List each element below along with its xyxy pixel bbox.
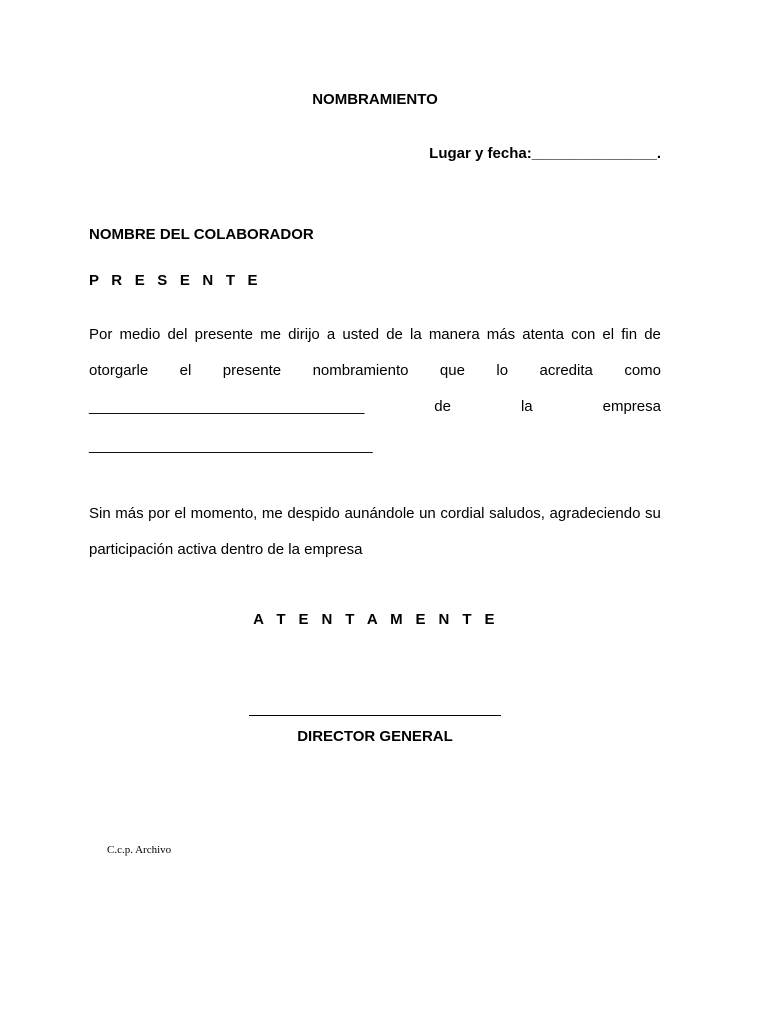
word: medio [119,326,161,343]
word: como [624,362,661,379]
word: de [386,326,403,343]
word: aunándole [344,505,415,522]
word: presente [194,326,253,343]
word: acredita [539,362,593,379]
word: cordial [440,505,485,522]
word: nombramiento [312,362,409,379]
word: su [645,505,661,522]
word: me [261,505,283,522]
place-date-line: Lugar y fecha:_______________. [429,145,661,162]
word: más [486,326,516,343]
word: a [326,326,336,343]
word: empresa [602,398,661,415]
paragraph-1-line-2 [89,362,661,379]
paragraph-1-line-4-blank: __________________________________ [89,437,373,454]
word: la [410,326,422,343]
word: manera [428,326,480,343]
paragraph-2-line-2: participación activa dentro de la empresa [89,541,363,558]
word: momento, [190,505,258,522]
word: de [644,326,661,343]
word: Por [89,326,113,343]
word: me [260,326,281,343]
word: la [520,398,533,415]
word: presente [222,362,282,379]
word: otorgarle [89,362,149,379]
word: Sin [89,505,111,522]
signer-title: DIRECTOR GENERAL [297,728,453,745]
paragraph-1-line-3 [89,398,661,415]
word: de [434,398,451,415]
paragraph-1-line-1 [89,326,661,343]
closing-atentamente: A T E N T A M E N T E [253,611,499,628]
word: un [419,505,436,522]
word: con [571,326,596,343]
word: _________________________________ [89,398,365,415]
word: dirijo [288,326,320,343]
carbon-copy-note: C.c.p. Archivo [107,844,172,856]
word: el [174,505,187,522]
word: lo [496,362,509,379]
word: del [167,326,188,343]
word: fin [621,326,638,343]
word: más [115,505,144,522]
word: usted [342,326,380,343]
greeting-presente: P R E S E N T E [89,272,262,289]
word: atenta [522,326,564,343]
word: despido [287,505,340,522]
paragraph-2-line-1 [89,505,661,522]
word: el [602,326,615,343]
word: agradeciendo [549,505,641,522]
word: saludos, [489,505,545,522]
word: por [148,505,170,522]
signature-line [249,715,501,716]
document-title: NOMBRAMIENTO [312,91,438,108]
word: el [179,362,192,379]
word: que [439,362,465,379]
addressee-name: NOMBRE DEL COLABORADOR [89,226,314,243]
